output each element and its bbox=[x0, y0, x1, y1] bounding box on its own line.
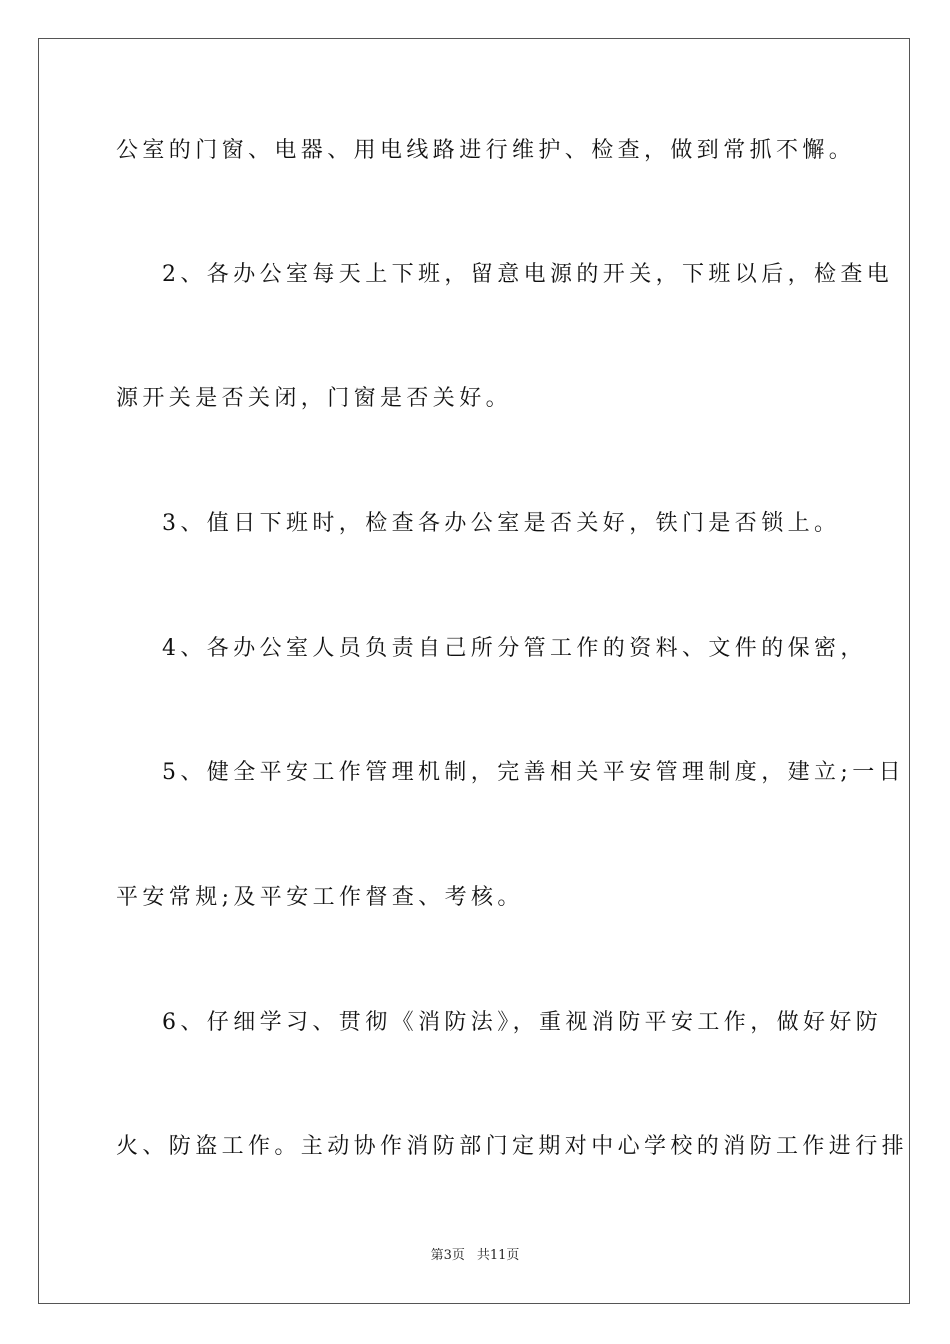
page-footer bbox=[0, 1246, 950, 1266]
paragraph-line: 公室的门窗、电器、用电线路进行维护、检查，做到常抓不懈。 bbox=[116, 138, 856, 163]
page-border bbox=[38, 38, 910, 1304]
paragraph-line: 5、健全平安工作管理机制，完善相关平安管理制度，建立;一日 bbox=[162, 760, 906, 785]
page-total: 共11页 bbox=[476, 1248, 520, 1263]
paragraph-line: 平安常规;及平安工作督查、考核。 bbox=[116, 885, 524, 910]
paragraph-line: 4、各办公室人员负责自己所分管工作的资料、文件的保密， bbox=[162, 636, 867, 661]
paragraph-line: 2、各办公室每天上下班，留意电源的开关，下班以后，检查电 bbox=[162, 262, 894, 287]
page-number: 第3页 bbox=[430, 1248, 465, 1263]
paragraph-line: 3、值日下班时，检查各办公室是否关好，铁门是否锁上。 bbox=[162, 511, 841, 536]
paragraph-line: 6、仔细学习、贯彻《消防法》，重视消防平安工作，做好好防 bbox=[162, 1010, 883, 1035]
paragraph-line: 源开关是否关闭，门窗是否关好。 bbox=[116, 386, 513, 411]
paragraph-line: 火、防盗工作。主动协作消防部门定期对中心学校的消防工作进行排 bbox=[116, 1134, 909, 1159]
